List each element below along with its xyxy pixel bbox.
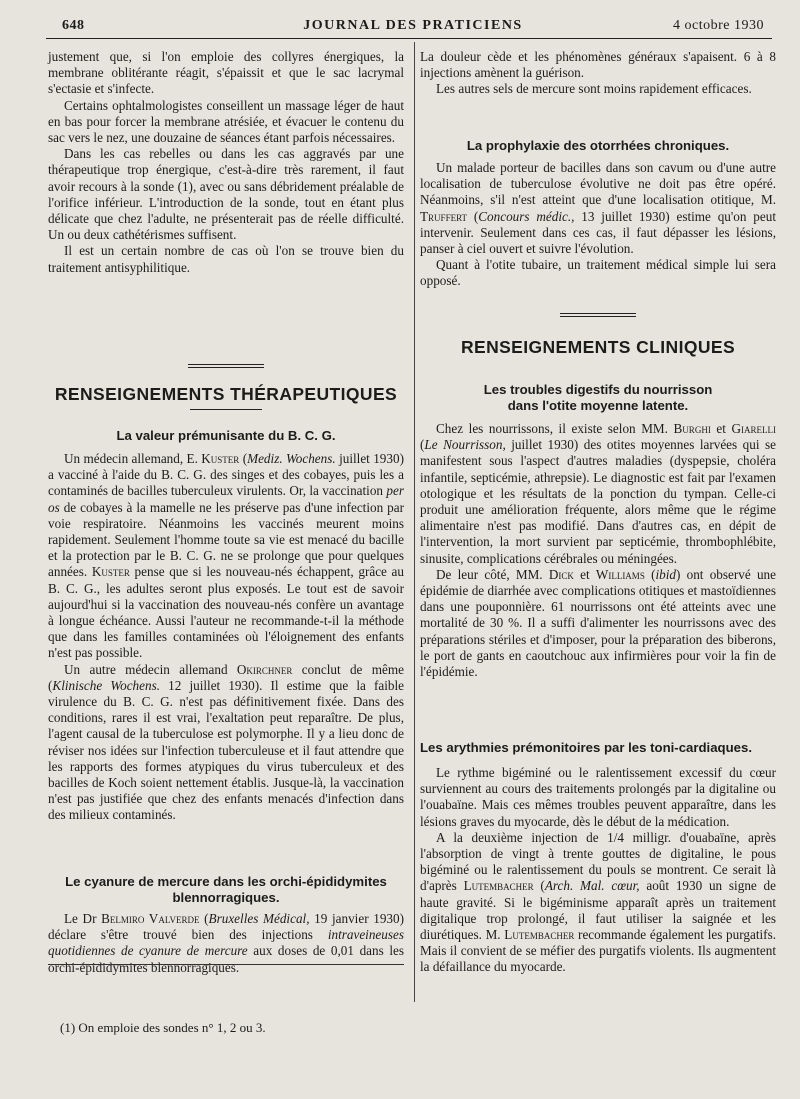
journal-title: JOURNAL DES PRATICIENS	[303, 18, 523, 33]
paragraph-lutembacher: A la deuxième injection de 1/4 milligr. d'ouabaïne, après l'absorption de vingt à trente gouttes de digitaline, le pous bigéminé ou le ralentissement du pouls se montrent. Ce serait là d'après Lutembacher (Arch. Mal. cœur, août 1930 un signe de haute gravité. Si le bigéminisme apparaît après un traitement digitalique trop prolongé, il faut utiliser la saignée et les diurétiques. M. Lutembacher recommande également les purgatifs. Mais il convient de se méfier des purgatifs violents. Ils augmentent la défaillance du myocarde.	[420, 829, 776, 975]
right-troubles-block	[420, 421, 776, 680]
paragraph-otite-tubaire: Quant à l'otite tubaire, un traitement médical simple lui sera opposé.	[420, 257, 776, 289]
issue-date: 4 octobre 1930	[673, 18, 764, 33]
article-title-cyanure: Le cyanure de mercure dans les orchi-épididymites blennorragiques.	[65, 874, 387, 905]
section-ornament-right	[420, 313, 776, 317]
running-header	[62, 18, 764, 38]
paragraph-truffert: Un malade porteur de bacilles dans son cavum ou d'une autre localisation de tuberculose évolutive ne doit pas être opéré. Néanmoins, s'il n'est atteint que d'une localisation otitique, M. Truffert (Concours médic., 13 juillet 1930) estime qu'on peut intervenir. Seulement dans ces cas, il faut dépasser les lésions, panser à ciel ouvert et suivre l'évolution.	[420, 160, 776, 257]
article-title-troubles: Les troubles digestifs du nourrisson dans l'otite moyenne latente.	[483, 382, 713, 413]
paragraph-autres-sels: Les autres sels de mercure sont moins rapidement efficaces.	[436, 81, 752, 97]
paragraph-kuster: Un médecin allemand, E. Kuster (Mediz. Wochens. juillet 1930) a vacciné à l'aide du B. C. G. des singes et des cobayes, puis les a contaminés de bacilles tuberculeux virulents. Or, la vaccination per os de cobayes à la mamelle ne les préserve pas d'une infection par voie respiratoire. Néanmoins les vaccinés meurent moins rapidement. Seulement l'homme toute sa vie est menacé du bacille et la protection par le B. C. G. ne se prolonge que pour quelques années. Kuster pense que si les nouveau-nés échappent, grâce au B. C. G., les adultes seront plus exposés. Le tout est de savoir aujourd'hui si la vaccination des nouveau-nés confère un avantage à longue échéance. Aussi l'auteur ne recommande-t-il la méthode que dans les familles contaminées où l'éloignement des enfants n'est pas possible.	[48, 451, 404, 661]
right-prophylaxie-block	[420, 160, 776, 290]
paragraph-massage: Certains ophtalmologistes conseillent un massage léger de haut en bas pour forcer la membrane atrésiée, et évacuer le contenu du sac vers le nez, une douzaine de séances étant parfois nécessaires.	[48, 97, 404, 146]
paragraph-rythme-bigemine: Le rythme bigéminé ou le ralentissement excessif du cœur surviennent au cours des traitements prolongés par la digitaline ou l'ouabaïne. Mais ces mêmes troubles peuvent apparaître, dans les lésions graves du myocarde, dès le début de la médication.	[420, 765, 776, 829]
paragraph-sonde: Dans les cas rebelles ou dans les cas aggravés par une thérapeutique trop énergique, c'est-à-dire très rarement, il faut avoir recours à la sonde (1), avec ou sans débridement préalable de l'orifice inférieur. L'introduction de la sonde, tout en étant plus délicate que chez l'adulte, ne présenterait pas de réelle difficulté. Un ou deux cathétérismes suffisent.	[48, 146, 404, 243]
footnote: (1) On emploie des sondes n° 1, 2 ou 3.	[60, 1020, 266, 1035]
continuation-paragraph-right: La douleur cède et les phénomènes généraux s'apaisent. 6 à 8 injections amènent la guérison.	[420, 49, 776, 81]
title-underline	[190, 409, 262, 410]
paragraph-valverde: Le Dr Belmiro Valverde (Bruxelles Médical, 19 janvier 1930) déclare s'être trouvé bien des injections intraveineuses quotidiennes de cyanure de mercure aux doses de 0,01 dans les orchi-épididymites blennorragiques.	[48, 911, 405, 975]
column-divider	[414, 42, 415, 1002]
paragraph-burghi: Chez les nourrissons, il existe selon MM. Burghi et Giarelli (Le Nourrisson, juillet 1930) des otites moyennes larvées qui se manifestent sous l'aspect d'autres maladies (dyspepsie, choléra infantile, septicémie, athrepsie). Le diagnostic est fait par l'examen otologique et les résultats de la ponction du tympan. Celle-ci produit une amélioration fréquente, alors même que le régime alimentaire n'est pas modifié. Dans d'autres cas, en dépit de l'intervention, la mort survient par septicémie, thrombophlébite, sinusite, complications cérébrales ou méningées.	[420, 421, 776, 566]
paragraph-dick-williams: De leur côté, MM. Dick et Williams (ibid) ont observé une épidémie de diarrhée avec complications otitiques et mastoïdiennes dans une pouponnière. 61 nourrissons ont été atteints avec une mortalité de 30 %. Il a suffi d'alimenter les nourrissons avec des préparations stériles et d'imposer, pour la préparation des biberons, le port de gants en caoutchouc aux infirmières pour voir la fin de l'épidémie.	[420, 566, 776, 680]
left-intro-block	[48, 49, 404, 276]
right-arythmies-block	[420, 765, 776, 976]
continuation-paragraph: justement que, si l'on emploie des collyres énergiques, la membrane oblitérante réagit, s'épaissit et que le sac lacrymal s'ectasie et s'infecte.	[48, 49, 404, 97]
section-title-therapeutiques: RENSEIGNEMENTS THÉRAPEUTIQUES	[54, 384, 398, 404]
page-number: 648	[62, 18, 85, 33]
header-rule	[46, 38, 772, 39]
section-title-cliniques: RENSEIGNEMENTS CLINIQUES	[460, 337, 736, 357]
left-bcg-block	[48, 451, 404, 824]
section-ornament	[48, 364, 404, 368]
article-title-bcg: La valeur prémunisante du B. C. G.	[116, 428, 336, 443]
paragraph-antisyphilitique: Il est un certain nombre de cas où l'on se trouve bien du traitement antisyphilitique.	[48, 243, 404, 275]
article-title-prophylaxie: La prophylaxie des otorrhées chroniques.	[466, 138, 730, 153]
footnote-rule	[48, 964, 404, 965]
paragraph-okirchner: Un autre médecin allemand Okirchner conclut de même (Klinische Wochens. 12 juillet 1930). Il estime que la faible virulence du B. C. G. n'est pas définitivement fixée. Dans des conditions, rares il est vrai, l'exaltation peut reparaître. De plus, l'agent causal de la tuberculose est polymorphe. Il y a lieu donc de réviser nos idées sur l'infection tuberculeuse et il faut attendre que les rapports des formes atypiques du virus tuberculeux et des bacilles de Koch soient nettement établis. Jusque-là, la vaccination n'est pas justifiée que chez des enfants menacés d'infection dans des milieux contaminés.	[48, 661, 404, 823]
left-cyanure-block	[48, 911, 404, 976]
article-title-arythmies: Les arythmies prémonitoires par les toni-cardiaques.	[420, 740, 752, 755]
right-intro-block	[420, 49, 776, 98]
